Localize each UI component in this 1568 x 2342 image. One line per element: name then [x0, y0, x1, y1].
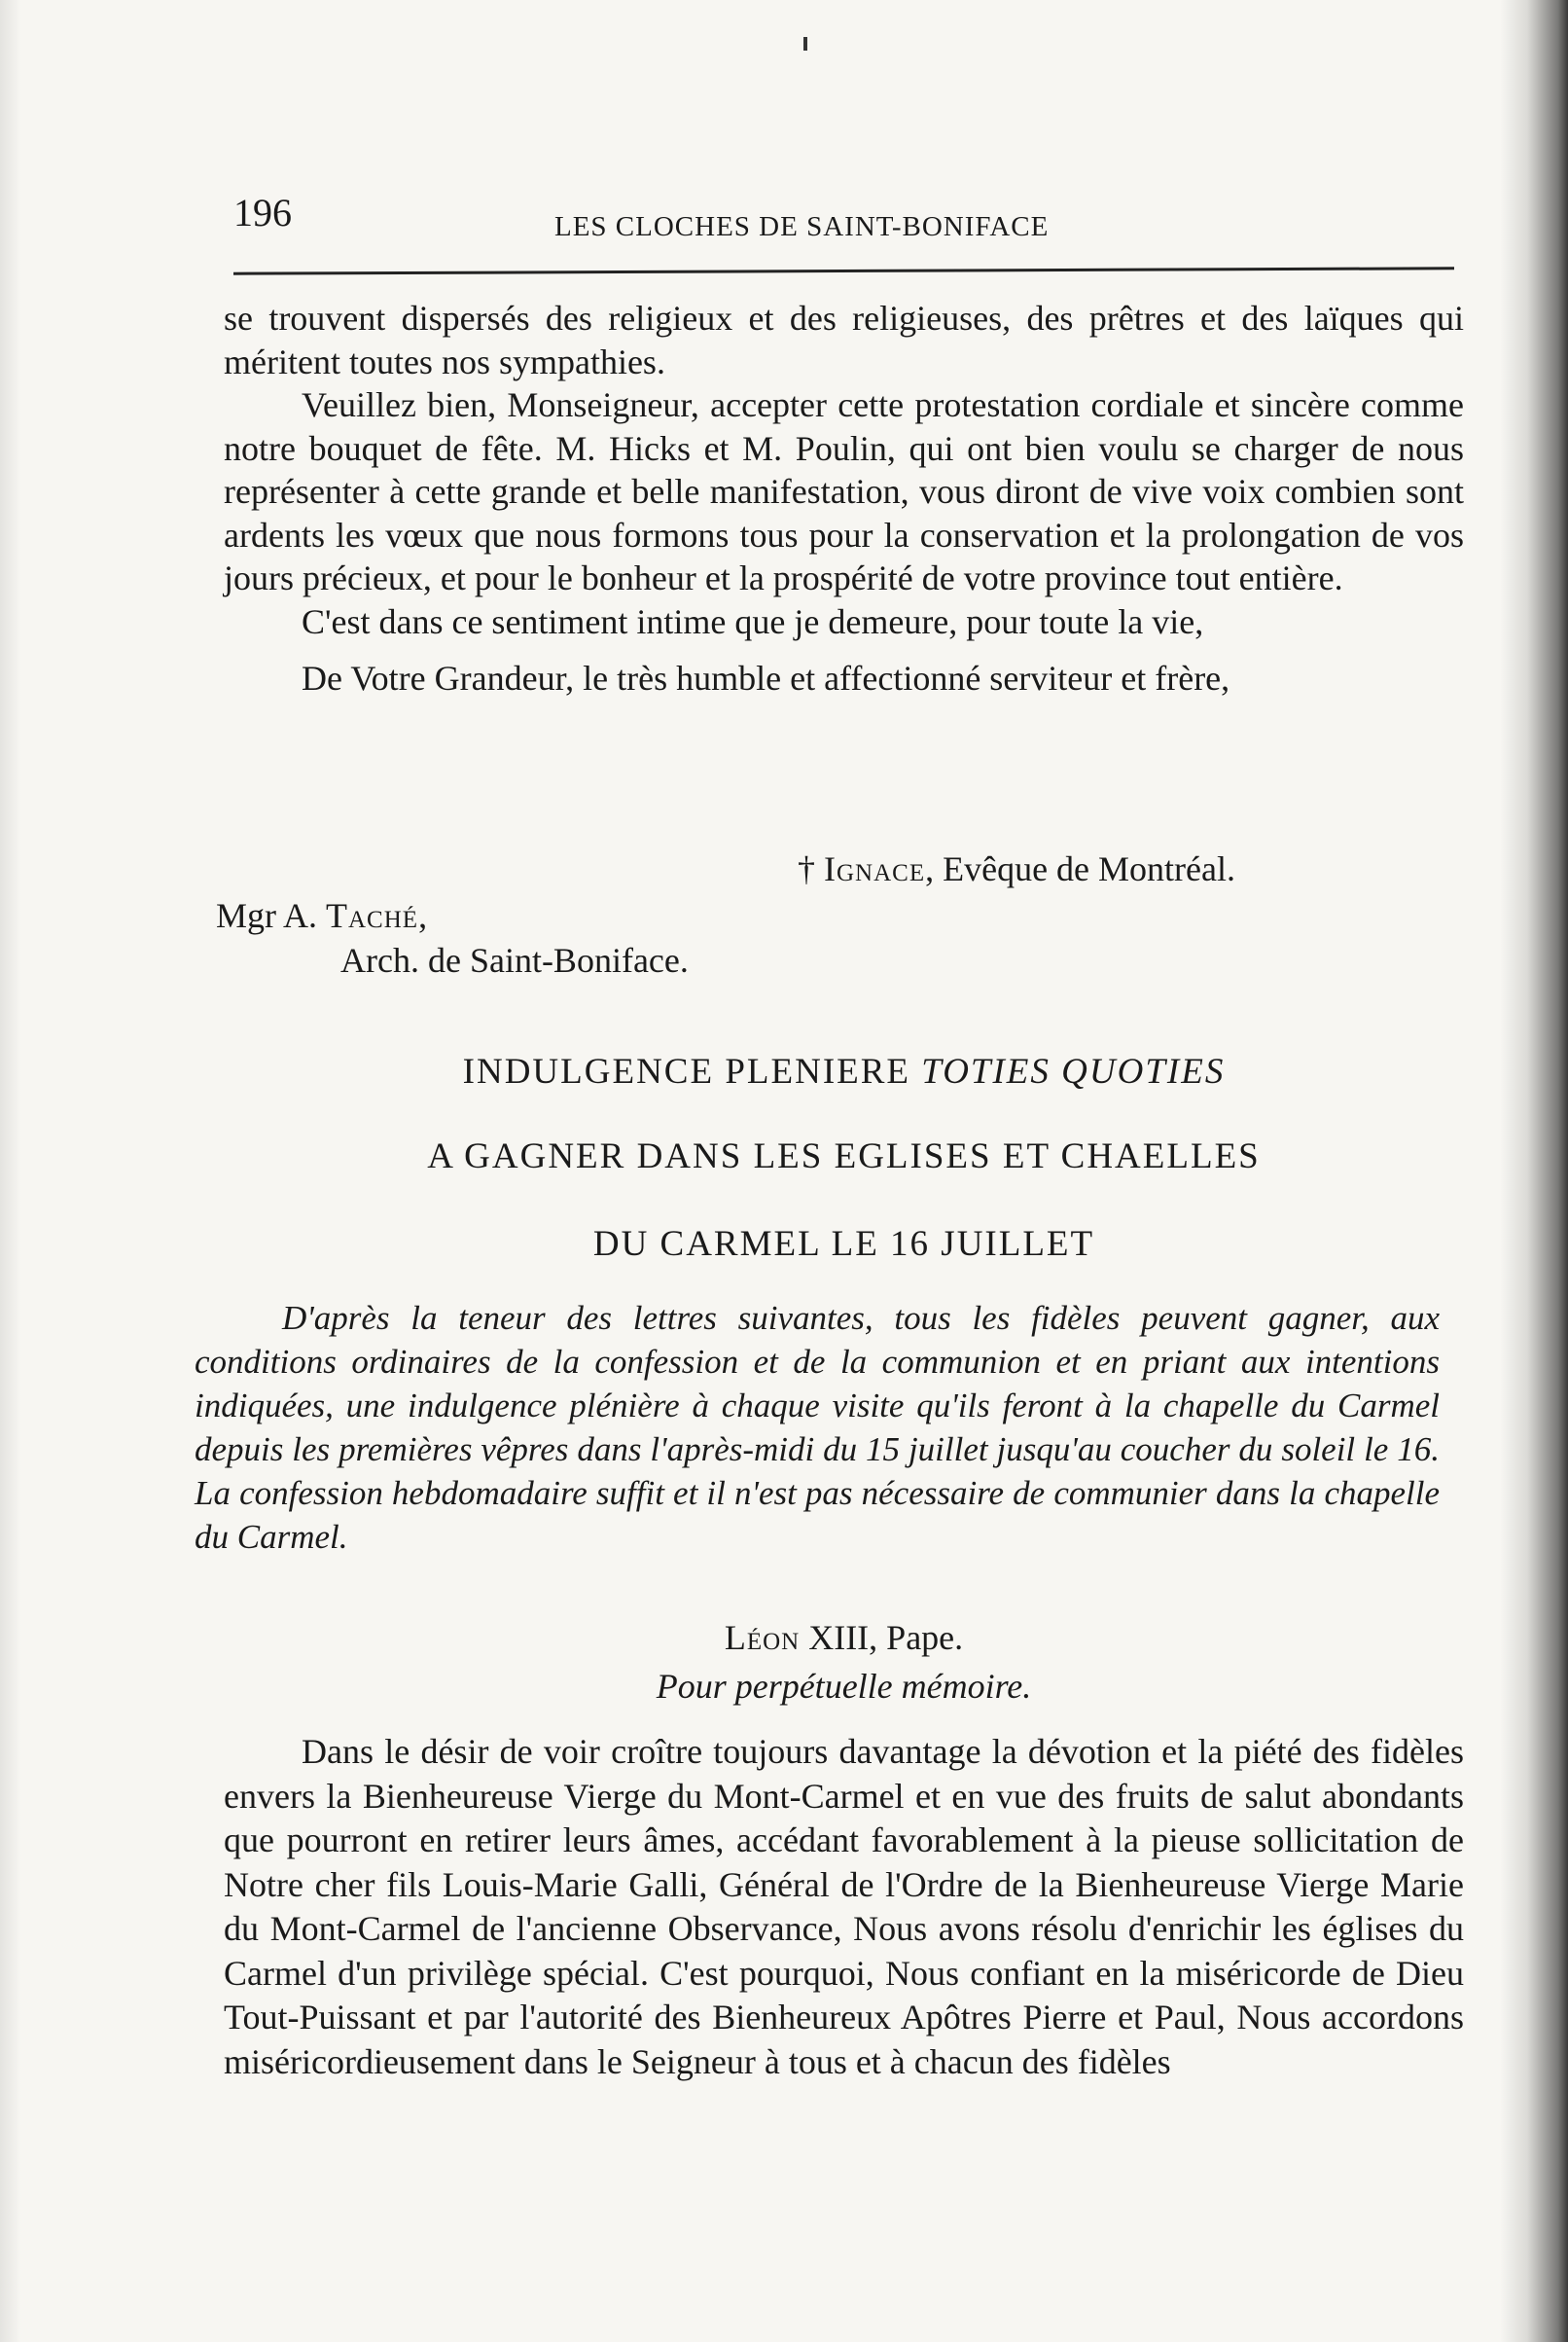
page-number: 196 [233, 191, 292, 234]
letter-body [224, 297, 1464, 701]
addressee-line-2: Arch. de Saint-Boniface. [340, 941, 689, 980]
memoire-line: Pour perpétuelle mémoire. [656, 1667, 1032, 1706]
letter-paragraph-3: C'est dans ce sentiment intime que je demeure, pour toute la vie, [302, 601, 1204, 641]
section-heading-line-1 [224, 1051, 1464, 1093]
running-title: LES CLOCHES DE SAINT-BONIFACE [554, 211, 1050, 242]
pope-line [224, 1617, 1464, 1658]
letter-paragraph-2: Veuillez bien, Monseigneur, accepter cette protestation cordiale et sincère comme notre bouquet de fête. M. Hicks et M. Poulin, qui ont bien voulu se charger de nous représenter à cette grande et belle manifestation, vous diront de vive voix combien sont ardents les vœux que nous formons tous pour la conservation et la prolongation de vos jours précieux, et pour le bonheur et la prospérité de votre province tout entière. [224, 385, 1464, 597]
addressee-prefix: Mgr A. [216, 896, 327, 935]
section-heading-line-3: DU CARMEL LE 16 JUILLET [592, 1224, 1095, 1264]
addressee-suffix: , [418, 896, 428, 935]
signature-name: Ignace [824, 849, 926, 888]
pope-title: XIII, Pape. [800, 1618, 964, 1657]
page-header [233, 190, 1459, 258]
signature [798, 848, 1235, 889]
header-rule [233, 267, 1454, 274]
letter-paragraph-1: se trouvent dispersés des religieux et des religieuses, des prêtres et des laïques qui méritent toutes nos sympathies. [224, 299, 1464, 381]
cross-symbol: † [798, 849, 815, 888]
letter-paragraph-4: De Votre Grandeur, le très humble et affectionné serviteur et frère, [302, 659, 1230, 698]
page-right-shadow [1500, 0, 1568, 2342]
brief-body [224, 1730, 1464, 2084]
heading-italic: TOTIES QUOTIES [921, 1052, 1226, 1092]
section-heading-line-2: A GAGNER DANS LES EGLISES ET CHAELLES [427, 1136, 1261, 1176]
signature-title: , Evêque de Montréal. [925, 849, 1235, 888]
addressee-name: Taché [326, 896, 419, 935]
pope-name: Léon [724, 1618, 801, 1657]
brief-paragraph: Dans le désir de voir croître toujours davantage la dévotion et la piété des fidèles envers la Bienheureuse Vierge du Mont-Carmel et en vue des fruits de salut abondants que pourront en retirer leurs âmes, accédant favorablement à la pieuse sollicitation de Notre cher fils Louis-Marie Galli, Général de l'Ordre de la Bienheureuse Vierge Marie du Mont-Carmel de l'ancienne Observance, Nous avons résolu d'enrichir les églises du Carmel d'un privilège spécial. C'est pourquoi, Nous confiant en la miséricorde de Dieu Tout-Puissant et par l'autorité des Bienheureux Apôtres Pierre et Paul, Nous accordons miséricordieusement dans le Seigneur à tous et à chacun des fidèles [224, 1732, 1464, 2081]
scan-mark [803, 37, 807, 51]
heading-plain: INDULGENCE PLENIERE [462, 1052, 922, 1092]
addressee [216, 895, 427, 936]
page-left-shadow [0, 0, 21, 2342]
indulgence-summary: D'après la teneur des lettres suivantes, tous les fidèles peuvent gagner, aux conditions ordinaires de la confession et de la communion et en priant aux intentions indiquées, une indulgence plénière à chaque visite qu'ils feront à la chapelle du Carmel depuis les premières vêpres dans l'après-midi du 15 juillet jusqu'au coucher du soleil le 16. La confession hebdomadaire suffit et il n'est pas nécessaire de communier dans la chapelle du Carmel. [195, 1299, 1440, 1556]
